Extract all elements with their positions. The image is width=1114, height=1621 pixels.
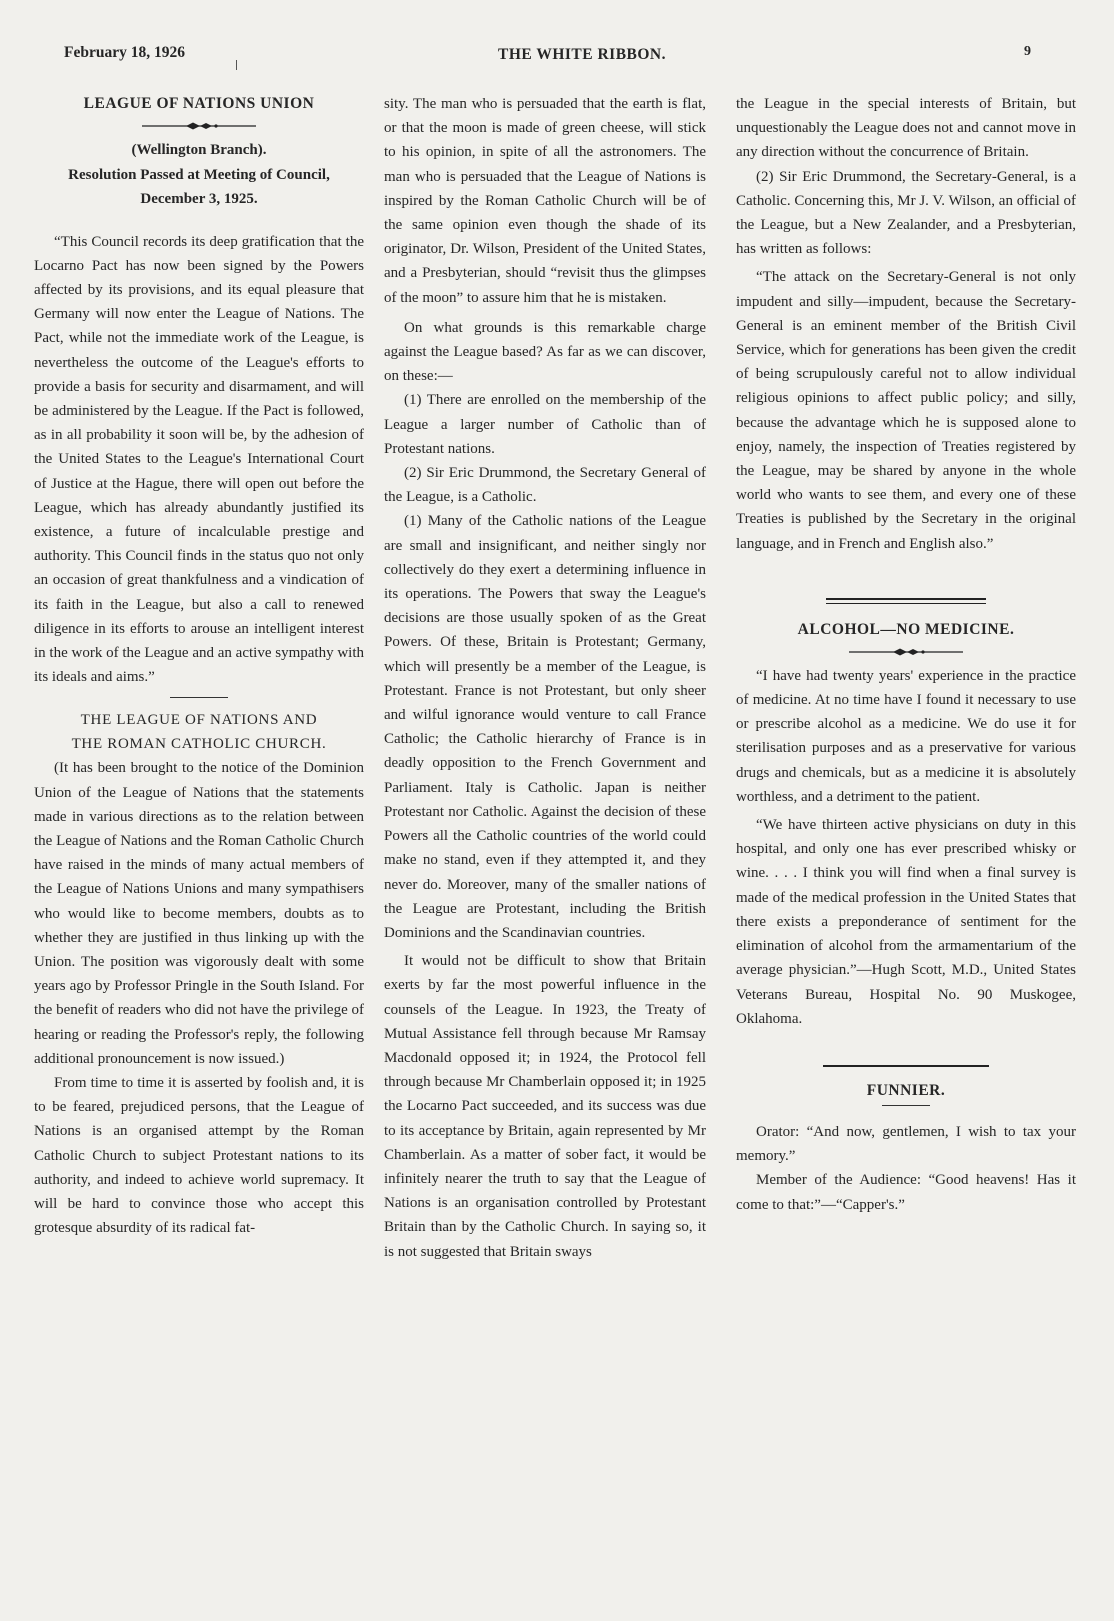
column-2 [384, 92, 706, 1264]
funnier-paragraph-1: Orator: “And now, gentlemen, I wish to tax your memory.” [736, 1123, 1076, 1165]
ornament-divider [847, 646, 965, 658]
column-1 [34, 92, 364, 1240]
heading-underline [882, 1105, 930, 1106]
catholic-paragraph-7: It would not be difficult to show that Britain exerts by far the most powerful influence in the counsels of the League. In 1923, the Treaty of Mutual Assistance fell through because Mr Ramsay Macdonald opposed it; in 1924, the Protocol fell through because Mr Chamberlain opposed it; in 1925 the Locarno Pact succeeded, and its success was due to its acceptance by Britain, again represented by Mr Chamberlain. As a matter of sober fact, it would be infinitely nearer the truth to say that the League of Nations is an organisation controlled by Protestant Britain than by the Catholic Church. In saying so, it is not suggested that Britain sways [384, 953, 706, 1260]
alcohol-paragraph-1: “I have had twenty years' experience in the practice of medicine. At no time have I found it necessary to use or prescribe alcohol as a medicine. We do use it for sterilisation purposes and as a preservative for various drugs and chemicals, but as a medicine it is absolutely worthless, and a detriment to the patient. [736, 667, 1076, 805]
catholic-paragraph-4: (1) There are enrolled on the membership of the League a larger number of Catholic than of Protestant nations. [384, 392, 706, 457]
catholic-paragraph-3: On what grounds is this remarkable charge against the League based? As far as we can discover, on these:— [384, 319, 706, 385]
resolution-paragraph: “This Council records its deep gratification that the Locarno Pact has now been signed by the Powers affected by its provisions, and its equal pleasure that Germany will now enter the League of Nations. The Pact, while not the immediate work of the League, is nevertheless the outcome of the League's efforts to provide a basis for security and disarmament, and will be administered by the League. If the Pact is followed, as in all probability it soon will be, by the adhesion of the United States to the League's International Court of Justice at the Hague, there will open out before the League, which has already abundantly justified its existence, a future of incalculable prestige and authority. This Council finds in the status quo not only an occasion of great thankfulness and a vindication of its faith in the League, but also a call to renewed diligence in its efforts to arouse an intelligent interest in the work of the League and an active sympathy with its ideals and aims.” [34, 233, 364, 686]
section-rule [823, 1065, 989, 1067]
catholic-paragraph-8: the League in the special interests of Britain, but unquestionably the League does not and cannot move in any direction without the concurrence of Britain. [736, 96, 1076, 161]
resolution-subheading-2: December 3, 1925. [140, 191, 258, 207]
funnier-paragraph-2: Member of the Audience: “Good heavens! Has it come to that:”—“Capper's.” [736, 1172, 1076, 1213]
catholic-paragraph-6: (1) Many of the Catholic nations of the League are small and insignificant, and neither singly nor collectively do they exert a determining influence in its operations. The Powers that sway the League's decisions are those usually spoken of as the Great Powers. Of these, Britain is Protestant; Germany, which will presently be a member of the League, is Protestant. France is not Protestant, but only sheer and wilful ignorance would venture to call France Catholic; the Catholic hierarchy of France is in deadly opposition to the French Government and Parliament. Italy is Catholic. Japan is neither Protestant nor Catholic. Against the decision of these Powers all the Catholic countries of the world could make no stand, even if they attempted it, and they never do. Moreover, many of the smaller nations of the League are Protestant, including the British Dominions and the Scandinavian countries. [384, 513, 706, 941]
resolution-subheading-1: Resolution Passed at Meeting of Council, [68, 166, 330, 183]
page-number: 9 [1024, 44, 1031, 59]
catholic-paragraph-10: “The attack on the Secretary-General is not only impudent and silly—impudent, because the Secretary-General is an eminent member of the British Civil Service, which for generations has been given the credit of being scrupulously careful not to allow individual religious opinions to affect public policy; and silly, because the advantage which he is supposed alone to enjoy, namely, the inspection of Treaties registered by the League, may be shared by anyone in the whole world who wants to see them, and every one of these Treaties is published by the Secretary in the original language, and in French and English also.” [736, 269, 1076, 552]
alcohol-paragraph-2: “We have thirteen active physicians on duty in this hospital, and only one has ever prescribed whisky or wine. . . . I think you will find when a final survey is made of the medical profession in the United States that there exists a preponderance of sentiment for the elimination of alcohol from the armamentarium of the average physician.”—Hugh Scott, M.D., United States Veterans Bureau, Hospital No. 90 Muskogee, Oklahoma. [736, 817, 1076, 1027]
league-union-heading: LEAGUE OF NATIONS UNION [83, 95, 315, 112]
catholic-heading-1: THE LEAGUE OF NATIONS AND [80, 712, 318, 729]
ornament-divider [140, 120, 258, 132]
branch-subheading: (Wellington Branch). [131, 142, 267, 158]
masthead [0, 44, 1114, 68]
alcohol-heading: ALCOHOL—NO MEDICINE. [797, 620, 1015, 638]
catholic-heading-2: THE ROMAN CATHOLIC CHURCH. [71, 736, 327, 753]
catholic-paragraph-5: (2) Sir Eric Drummond, the Secretary General of the League, is a Catholic. [384, 465, 706, 506]
catholic-paragraph-2b: sity. The man who is persuaded that the earth is flat, or that the moon is made of green cheese, will stick to his opinion, in spite of all the astronomers. The man who is persuaded that the League of Nations is inspired by the Roman Catholic Church will be of the same opinion even though the shade of its originator, Dr. Wilson, President of the United States, and a Presbyterian, should “revisit thus the glimpses of the moon” to assure him that he is mistaken. [384, 96, 706, 306]
catholic-paragraph-1: (It has been brought to the notice of the Dominion Union of the League of Nations that the statements made in various directions as to the relation between the League of Nations and the Roman Catholic Church have raised in the minds of many actual members of the League of Nations Unions and many sympathisers who would like to become members, doubts as to whether they are justified in thus linking up with the Union. The position was vigorously dealt with some years ago by Professor Pringle in the South Island. For the benefit of readers who did not have the privilege of hearing or reading the Professor's reply, the following additional pronouncement is now issued.) [34, 760, 364, 1067]
catholic-paragraph-9: (2) Sir Eric Drummond, the Secretary-General, is a Catholic. Concerning this, Mr J. V. Wilson, an official of the League, but a New Zealander, and a Presbyterian, has written as follows: [736, 168, 1076, 258]
catholic-paragraph-2a: From time to time it is asserted by foolish and, it is to be feared, prejudiced persons, that the League of Nations is an organised attempt by the Roman Catholic Church to subject Protestant nations to its authority, and indeed to achieve world supremacy. It will be hard to convince those who accept this grotesque absurdity of its radical fat- [34, 1075, 364, 1237]
issue-date: February 18, 1926 [64, 44, 185, 61]
margin-tick [236, 60, 237, 70]
section-rule [170, 697, 228, 698]
column-3 [736, 92, 1076, 1217]
funnier-heading: FUNNIER. [866, 1081, 946, 1099]
publication-title: THE WHITE RIBBON. [498, 46, 666, 63]
double-rule-divider [826, 598, 986, 604]
